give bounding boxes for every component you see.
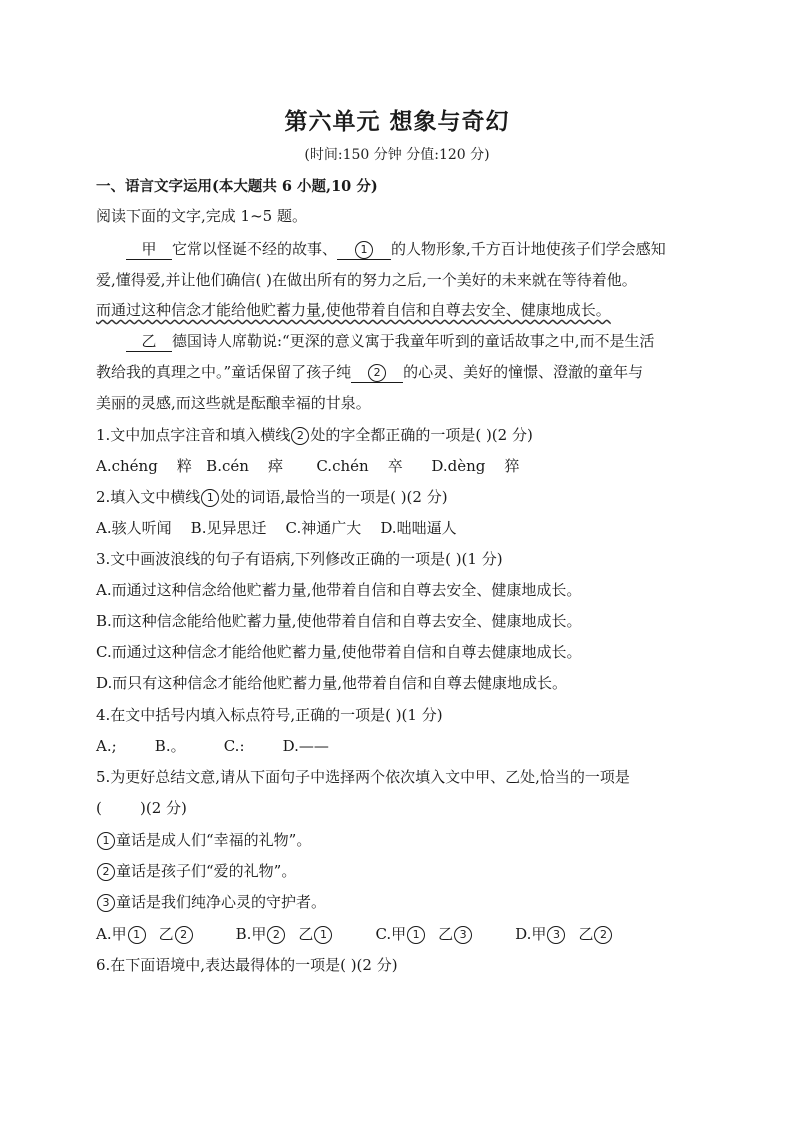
circled-number-3: 3 bbox=[547, 926, 565, 944]
sentence-text: 童话是成人们“幸福的礼物”。 bbox=[116, 831, 312, 849]
option-yi: 乙 bbox=[438, 925, 454, 943]
passage-text: 的人物形象,千方百计地使孩子们学会感知 bbox=[391, 240, 666, 258]
passage-p2-line3: 美丽的灵感,而这些就是酝酿幸福的甘泉。 bbox=[96, 394, 371, 412]
question-3-option-d: D.而只有这种信念才能给他贮蓄力量,他带着自信和自尊去健康地成长。 bbox=[96, 674, 568, 692]
circled-number-2: 2 bbox=[97, 863, 115, 881]
passage-text: 教给我的真理之中。”童话保留了孩子纯 bbox=[96, 363, 352, 381]
sentence-text: 童话是孩子们“爱的礼物”。 bbox=[116, 862, 297, 880]
wavy-sentence: 而通过这种信念才能给他贮蓄力量,使他带着自信和自尊去安全、健康地成长。 bbox=[96, 301, 611, 319]
circled-number-2: 2 bbox=[175, 926, 193, 944]
option-d: D.甲 bbox=[515, 925, 547, 943]
question-5-stem-cont: ( )(2 分) bbox=[96, 799, 187, 817]
question-5-sentence-3 bbox=[96, 892, 326, 912]
question-2-options: A.骇人听闻 B.见异思迁 C.神通广大 D.咄咄逼人 bbox=[96, 519, 457, 537]
question-3-stem: 3.文中画波浪线的句子有语病,下列修改正确的一项是( )(1 分) bbox=[96, 550, 503, 568]
question-6-stem: 6.在下面语境中,表达最得体的一项是( )(2 分) bbox=[96, 956, 398, 974]
option-a: A.甲 bbox=[96, 925, 127, 943]
circled-number-1: 1 bbox=[201, 489, 219, 507]
circled-number-3: 3 bbox=[454, 926, 472, 944]
question-2-stem bbox=[96, 487, 448, 507]
question-5-sentence-1 bbox=[96, 830, 311, 850]
stem-text: 处的字全都正确的一项是( )(2 分) bbox=[310, 426, 533, 444]
question-4-options: A.; B.。 C.: D.—— bbox=[96, 737, 329, 755]
question-1-options: A.chéng 粹 B.cén 瘁 C.chén 卒 D.dèng 猝 bbox=[96, 457, 520, 475]
blank-jia: 甲 bbox=[126, 239, 172, 260]
question-1-stem bbox=[96, 425, 533, 445]
question-3-option-c: C.而通过这种信念才能给他贮蓄力量,使他带着自信和自尊去健康地成长。 bbox=[96, 643, 582, 661]
circled-number-1: 1 bbox=[314, 926, 332, 944]
exam-info: (时间:150 分钟 分值:120 分) bbox=[304, 147, 490, 163]
stem-text: 处的词语,最恰当的一项是( )(2 分) bbox=[220, 488, 448, 506]
option-b: B.甲 bbox=[235, 925, 267, 943]
circled-number-1: 1 bbox=[407, 926, 425, 944]
passage-p1-line1 bbox=[126, 239, 666, 260]
circled-number-2: 2 bbox=[594, 926, 612, 944]
sentence-text: 童话是我们纯净心灵的守护者。 bbox=[116, 893, 327, 911]
passage-text: 德国诗人席勒说:“更深的意义寓于我童年听到的童话故事之中,而不是生活 bbox=[172, 332, 655, 350]
circled-number-3: 3 bbox=[97, 894, 115, 912]
option-yi: 乙 bbox=[158, 925, 174, 943]
passage-p1-line3 bbox=[96, 300, 611, 320]
stem-text: 2.填入文中横线 bbox=[96, 488, 201, 506]
passage-p1-line2: 爱,懂得爱,并让他们确信( )在做出所有的努力之后,一个美好的未来就在等待着他。 bbox=[96, 271, 637, 289]
option-c: C.甲 bbox=[375, 925, 407, 943]
passage-text: 它常以怪诞不经的故事、 bbox=[172, 240, 338, 258]
option-yi: 乙 bbox=[298, 925, 314, 943]
circled-number-1: 1 bbox=[97, 832, 115, 850]
reading-instruction: 阅读下面的文字,完成 1~5 题。 bbox=[96, 207, 307, 225]
blank-yi: 乙 bbox=[126, 331, 172, 352]
page-title: 第六单元 想象与奇幻 bbox=[284, 108, 510, 135]
option-yi: 乙 bbox=[578, 925, 594, 943]
circled-number-1: 1 bbox=[355, 241, 373, 259]
stem-text: 1.文中加点字注音和填入横线 bbox=[96, 426, 291, 444]
section-heading: 一、语言文字运用(本大题共 6 小题,10 分) bbox=[96, 178, 378, 195]
question-5-sentence-2 bbox=[96, 861, 296, 881]
circled-number-1: 1 bbox=[128, 926, 146, 944]
circled-number-2: 2 bbox=[267, 926, 285, 944]
circled-number-2: 2 bbox=[291, 427, 309, 445]
question-4-stem: 4.在文中括号内填入标点符号,正确的一项是( )(1 分) bbox=[96, 706, 443, 724]
blank-1 bbox=[337, 239, 391, 260]
question-3-option-b: B.而这种信念能给他贮蓄力量,使他带着自信和自尊去安全、健康地成长。 bbox=[96, 612, 582, 630]
question-5-stem: 5.为更好总结文意,请从下面句子中选择两个依次填入文中甲、乙处,恰当的一项是 bbox=[96, 768, 630, 786]
circled-number-2: 2 bbox=[368, 364, 386, 382]
question-5-options bbox=[96, 924, 613, 944]
passage-p2-line2 bbox=[96, 362, 643, 383]
passage-text: 的心灵、美好的憧憬、澄澈的童年与 bbox=[403, 363, 644, 381]
passage-p2-line1 bbox=[126, 331, 655, 352]
question-3-option-a: A.而通过这种信念给他贮蓄力量,他带着自信和自尊去安全、健康地成长。 bbox=[96, 581, 582, 599]
blank-2 bbox=[351, 362, 403, 383]
